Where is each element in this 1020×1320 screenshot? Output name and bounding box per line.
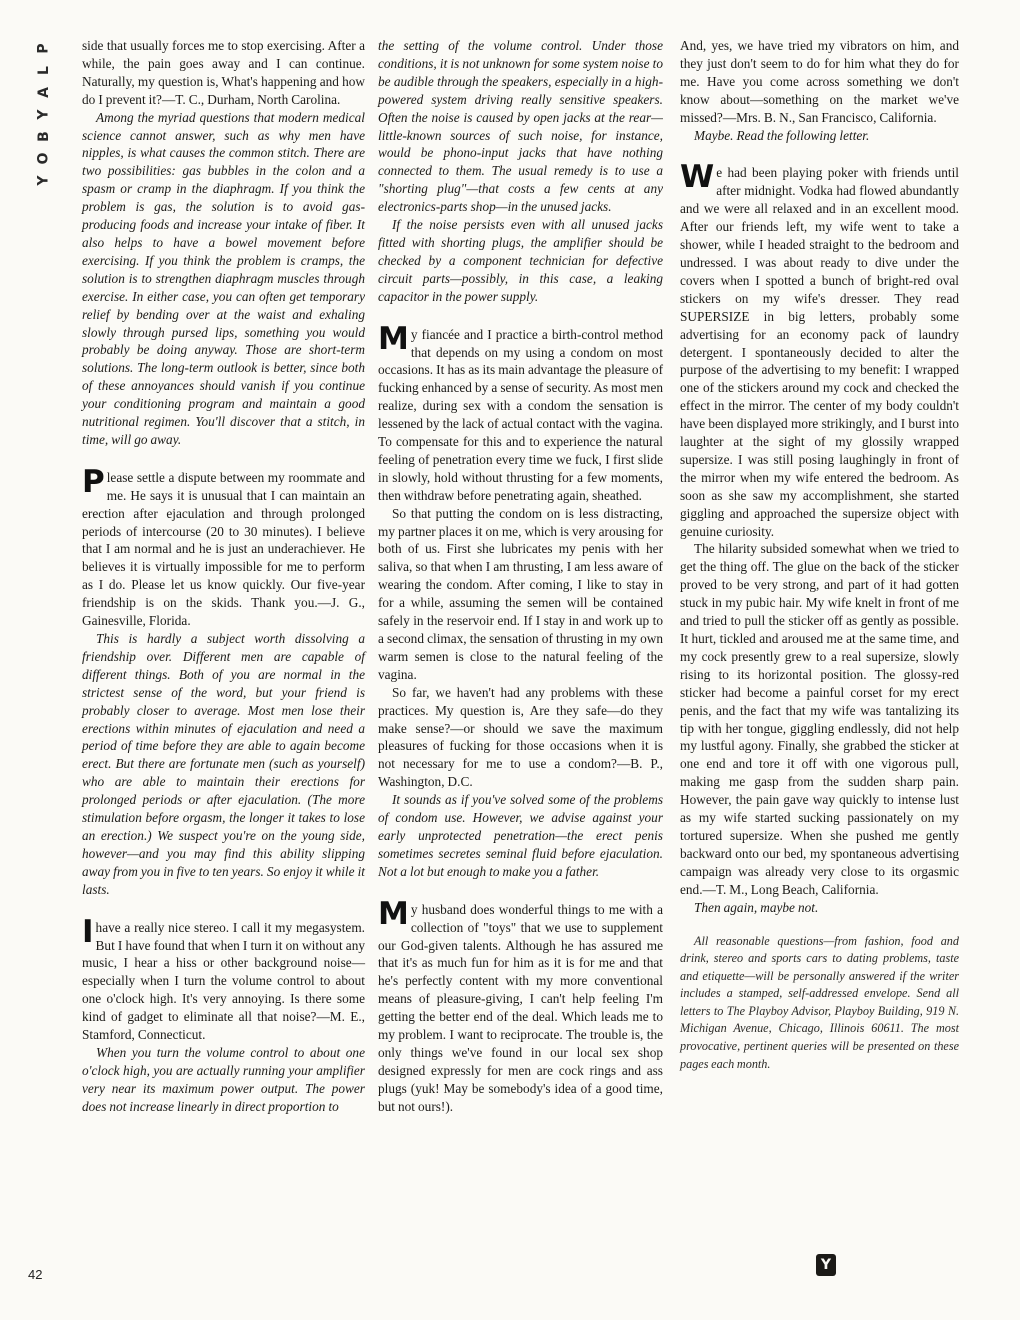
label-letter: L [35, 66, 52, 75]
letter-text: lease settle a dispute between my roommate and me. He says it is unusual that I can maintain an erection after ejaculation and through prolonged periods of intercourse (20 to 30 minutes). I believe that I am normal and he is just an underachiever. He believes it is virtually impossible for me to perform as I do. Please let us know quickly. Our five-year friendship is on the skids. Thank you.—J. G., Gainesville, Florida. [82, 469, 365, 629]
letter-text: have a really nice stereo. I call it my megasystem. But I have found that when I turn it on without any music, I hear a hiss or other background noise—especially when I turn the volume control to about one o'clock high. It's very annoying. Is there some kind of gadget to eliminate all that noise?—M. E., Stamford, Connecticut. [82, 919, 365, 1043]
letter-continuation: side that usually forces me to stop exercising. After a while, the pain goes away and I can continue. Naturally, my question is, What's happening and how do I prevent it?—T. C., Durham, North Carolina. [82, 38, 365, 107]
label-letter: B [35, 131, 52, 142]
reader-letter [680, 159, 959, 540]
letter-paragraph: So that putting the condom on is less distracting, my partner places it on me, which is very arousing for both of us. First she lubricates my penis with her saliva, so that when I am thrusting, I am less aware of wearing the condom. After coming, I like to stay in for a while, assuming the semen will be contained safely in the reservoir end. If I stay in and work up to a second climax, the sensation of thrusting in my own warm semen is close to the natural feeling of the vagina. [378, 505, 663, 682]
label-letter: Y [35, 175, 52, 186]
letter-text: e had been playing poker with friends until after midnight. Vodka had flowed abundantly and we were all relaxed and in an excellent mood. After our friends left, my wife went to take a shower, while I headed straight to the bedroom and undressed. I was about ready to dive under the covers when I spotted a bunch of bright-red oval stickers on my wife's dresser. They read SUPERSIZE in big letters, probably some advertising for an economy pack of laundry detergent. I spontaneously decided to alter the purpose of the advertising to my benefit: I wrapped one of the stickers around my cock and checked the effect in the mirror. The center of my body couldn't have been displayed more strikingly, and I burst into laughter at the sight of my glossily wrapped supersize. I was still posing laughingly in front of the mirror when my wife entered the bedroom. As soon as she saw my accomplishment, she started giggling and approached the supersize object with genuine curiosity. [680, 165, 959, 539]
label-letter: O [35, 152, 52, 165]
reader-letter [82, 463, 365, 630]
magazine-vertical-label [33, 40, 55, 189]
dropcap: I [82, 913, 94, 950]
text-column-1 [82, 37, 365, 1116]
letter-text: y fiancée and I practice a birth-control method that depends on my using a condom on most occasions. It has as its main advantage the pleasure of fucking enhanced by a sense of security. As most men realize, during sex with a condom the sensation is lessened by the lack of actual contact with the vagina. To compensate for this and to experience the natural feeling of penetration every time we fuck, I first slide in slowly, hold without thrusting for a few moments, then withdraw before penetrating again, sheathed. [378, 326, 663, 503]
page-number: 42 [28, 1267, 43, 1282]
dropcap: P [82, 463, 105, 500]
letter-continuation: And, yes, we have tried my vibrators on him, and they just don't seem to do for him what they do for me. Have you come across something we don't know about—something on the market we've missed?—Mrs. B. N., San Francisco, California. [680, 38, 959, 125]
advisor-answer: It sounds as if you've solved some of the problems of condom use. However, we advise against your early unprotected penetration—the erect penis sometimes secretes seminal fluid before ejaculation. Not a lot but enough to make you a father. [378, 792, 663, 879]
letter-paragraph: So far, we haven't had any problems with these practices. My question is, Are they safe—do they make sense?—or should we save the maximum pleasures of fucking for those occasions when it is not necessary for me to use a condom?—B. P., Washington, D.C. [378, 684, 663, 790]
label-letter: A [35, 87, 52, 98]
dropcap: W [680, 159, 715, 196]
label-letter: Y [35, 109, 52, 120]
advisor-answer: Maybe. Read the following letter. [694, 127, 870, 143]
reader-letter [378, 895, 663, 1116]
playboy-bunny-icon: Y [816, 1254, 836, 1276]
dropcap: M [378, 895, 409, 932]
label-letter: P [35, 43, 52, 54]
advisor-answer: Among the myriad questions that modern medical science cannot answer, such as why men have nipples, is what causes the common stitch. There are two possibilities: gas bubbles in the colon and a spasm or cramp in the diaphragm. If you think the problem is gas, the solution is to avoid gas-producing foods and increase your intake of fiber. It also helps to have a bowel movement before exercising. If you think the problem is cramps, the solution is to strengthen diaphragm muscles through exercise. In either case, you can often get temporary relief by bending over at the waist and exhaling slowly through pursed lips, something you would probably be doing anyway. Those are short-term solutions. The long-term outlook is better, since both of these annoyances should vanish if you continue your conditioning program and maintain a good nutritional regimen. You'll discover that a stitch, in time, will go away. [82, 109, 365, 447]
dropcap: M [378, 320, 409, 357]
letter-paragraph: The hilarity subsided somewhat when we tried to get the thing off. The glue on the back of the sticker proved to be very strong, and part of it had gotten stuck in my pubic hair. My wife knelt in front of me and tried to pull the sticker off as gently as possible. It hurt, tickled and aroused me at the same time, and my cock presently grew to a real supersize, slowly rising to its horizontal position. The glossy-red sticker had become a painful corset for my erect penis, and the fact that my wife was tantalizing its tip with her tongue, giggling endlessly, did not help my lustful agony. Finally, she grabbed the sticker at one end and tore it off with one vigorous pull, making me gasp from the sudden sharp pain. However, the pain gave way quickly to intense lust as my wife started sucking passionately on my tortured supersize. When she pushed me gently backward onto our bed, my spontaneous advertising campaign was already very close to its orgasmic end.—T. M., Long Beach, California. [680, 541, 959, 897]
advisor-answer: This is hardly a subject worth dissolving a friendship over. Different men are capable of different things. Both of you are normal in the strictest sense of the word, but your friend is probably closer to average. Most men lose their erections within minutes of ejaculation and need a period of time before they are able to again become erect. But there are fortunate men (such as yourself) who are able to maintain their erections for prolonged periods or after ejaculation. (The more stimulation before orgasm, the longer it takes to lose an erection.) We suspect you're on the young side, however—and you may find this ability slipping away from you in five to ten years. So enjoy it while it lasts. [82, 631, 365, 897]
text-column-3 [680, 37, 959, 1073]
advisor-answer: When you turn the volume control to about one o'clock high, you are actually running your amplifier very near its maximum power output. The power does not increase linearly in direct proportion to [82, 1044, 365, 1114]
text-column-2 [378, 37, 663, 1116]
advisor-answer-continuation: the setting of the volume control. Under those conditions, it is not unknown for some system noise to be audible through the speakers, especially in a high-powered system driving really sensitive speakers. Often the noise is caused by open jacks at the rear—little-known sources of such noise, for instance, would be phono-input jacks that have nothing connected to them. The usual remedy is to use a "shorting plug"—that costs a few cents at any electronics-parts shop—in the unused jacks. [378, 38, 663, 215]
letter-text: y husband does wonderful things to me with a collection of "toys" that we use to supplement our God-given talents. Although he has assured me that it's as much fun for him as it is for me and that he's perfectly content with my more conventional means of pleasure-giving, I can't help feeling I'm getting the better end of the deal. Which leads me to my problem. I want to reciprocate. The trouble is, the only things we've found in our local sex shop designed expressly for men are cock rings and ass plugs (yuk! May be somebody's idea of a good time, but not ours!). [378, 901, 663, 1114]
submission-note: All reasonable questions—from fashion, food and drink, stereo and sports cars to dating problems, taste and etiquette—will be personally answered if the writer includes a stamped, self-addressed envelope. Send all letters to The Playboy Advisor, Playboy Building, 919 N. Michigan Avenue, Chicago, Illinois 60611. The most provocative, pertinent queries will be presented on these pages each month. [680, 933, 959, 1071]
reader-letter [82, 913, 365, 1044]
reader-letter [378, 320, 663, 505]
advisor-answer: If the noise persists even with all unused jacks fitted with shorting plugs, the amplifier should be checked by a component technician for defective circuit parts—possibly, in this case, a leaking capacitor in the power supply. [378, 217, 663, 304]
advisor-answer: Then again, maybe not. [694, 899, 819, 915]
